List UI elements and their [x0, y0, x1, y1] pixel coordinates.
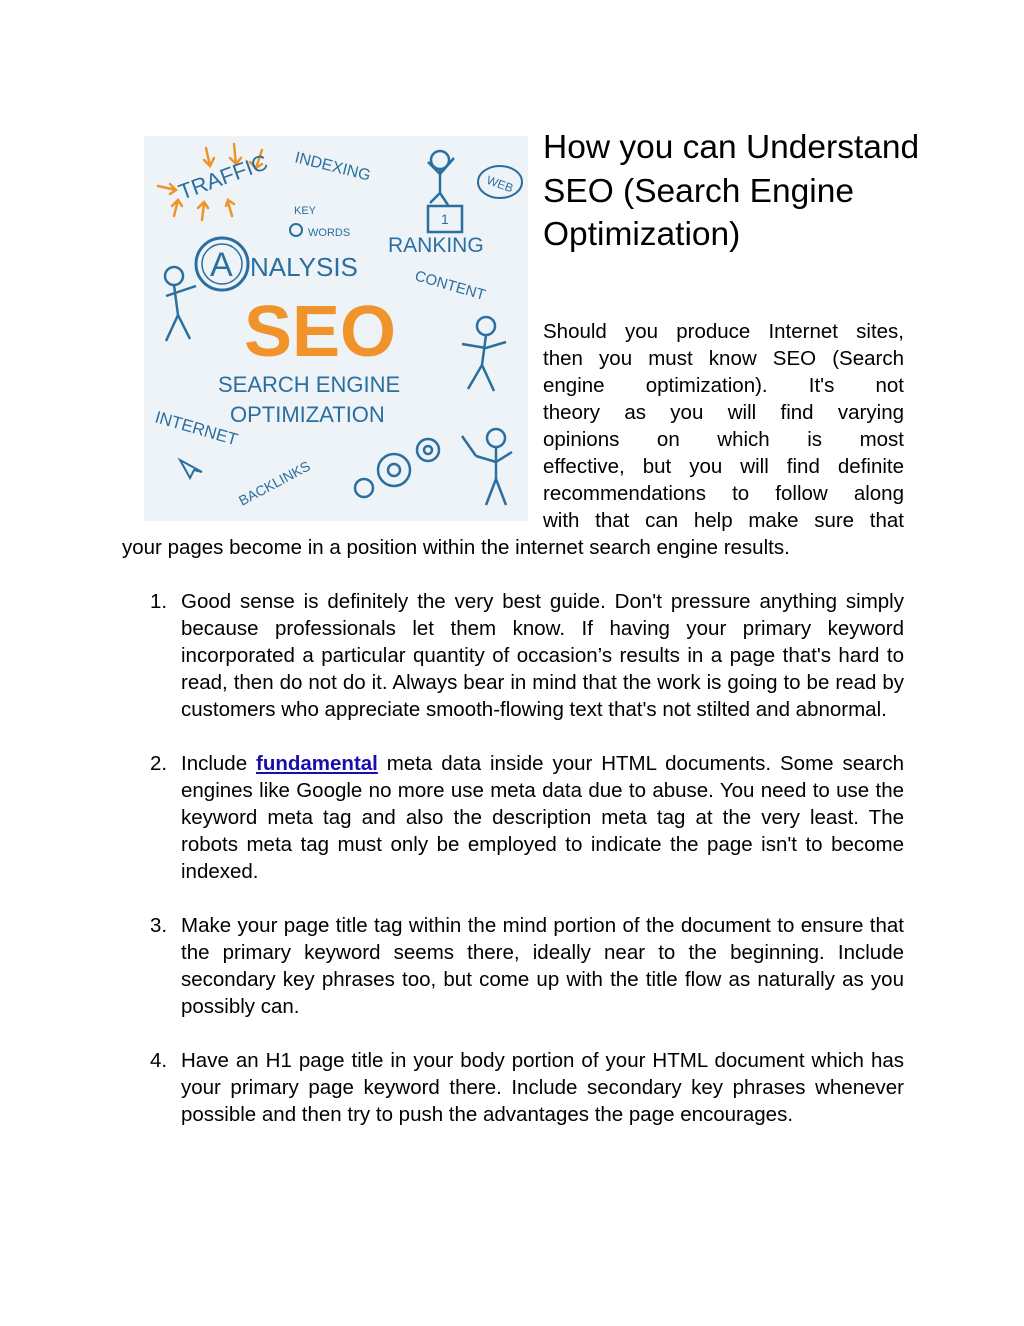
list-item-number: 2.: [150, 752, 168, 775]
list-item-text-after: meta data inside your HTML documents. Some search engines like Google no more use meta data due to abuse. You need to use the keyword meta tag and also the description meta tag at the very least. The robots meta tag must only be employed to indicate the page isn't to become indexed.: [181, 752, 904, 883]
list-item-text: Have an H1 page title in your body portion of your HTML document which has your primary page keyword there. Include secondary key phrases whenever possible and then try to push the advantages the page encourages.: [181, 1049, 904, 1126]
words-label: WORDS: [308, 227, 351, 239]
ranking-label: RANKING: [388, 234, 484, 257]
list-item-number: 1.: [150, 590, 168, 613]
indexing-label: INDEXING: [293, 149, 373, 185]
analysis-a-label: A: [210, 246, 233, 284]
backlinks-label: BACKLINKS: [235, 457, 313, 509]
list-item: [150, 912, 904, 1020]
intro-paragraph-end: your pages become in a position within the internet search engine results.: [122, 536, 790, 559]
intro-line: Should you produce Internet sites,: [543, 320, 904, 343]
intro-line: opinions on which is most: [543, 428, 904, 451]
intro-line: theory as you will find varying: [543, 401, 904, 424]
intro-line: with that can help make sure that: [543, 509, 904, 532]
podium-number: 1: [441, 211, 449, 227]
seo-illustration: [144, 136, 528, 521]
page-title: How you can Understand SEO (Search Engine Optimization): [543, 129, 920, 253]
list-item: [150, 1047, 904, 1128]
intro-line: recommendations to follow along: [543, 482, 904, 505]
key-label: KEY: [294, 205, 317, 217]
list-item-number: 3.: [150, 914, 168, 937]
list-item-number: 4.: [150, 1049, 168, 1072]
intro-line: effective, but you will find definite: [543, 455, 904, 478]
list-item-text-before: Include: [181, 752, 256, 775]
analysis-label: NALYSIS: [250, 252, 358, 282]
list-item: [150, 750, 904, 885]
intro-line: engine optimization). It's not: [543, 374, 904, 397]
optimization-label: OPTIMIZATION: [230, 402, 385, 427]
web-label: WEB: [484, 172, 516, 196]
list-item-text: Good sense is definitely the very best guide. Don't pressure anything simply because professionals let them know. If having your primary keyword incorporated a particular quantity of occasion’s results in a page that's hard to read, then do not do it. Always bear in mind that the work is going to be read by customers who appreciate smooth-flowing text that's not stilted and abnormal.: [181, 590, 904, 721]
seo-label: SEO: [244, 292, 397, 372]
intro-paragraph: [543, 318, 904, 534]
intro-line: then you must know SEO (Search: [543, 347, 904, 370]
list-item: [150, 588, 904, 723]
fundamental-link[interactable]: fundamental: [256, 752, 378, 775]
tips-list: [150, 588, 904, 1128]
internet-label: INTERNET: [152, 407, 240, 450]
traffic-label: TRAFFIC: [175, 149, 271, 205]
list-item-text: Make your page title tag within the mind portion of the document to ensure that the primary keyword seems there, ideally near to the beginning. Include secondary key phrases too, but come up with the title flow as naturally as you possibly can.: [181, 914, 904, 1018]
search-engine-label: SEARCH ENGINE: [218, 372, 401, 397]
content-label: CONTENT: [412, 267, 488, 304]
